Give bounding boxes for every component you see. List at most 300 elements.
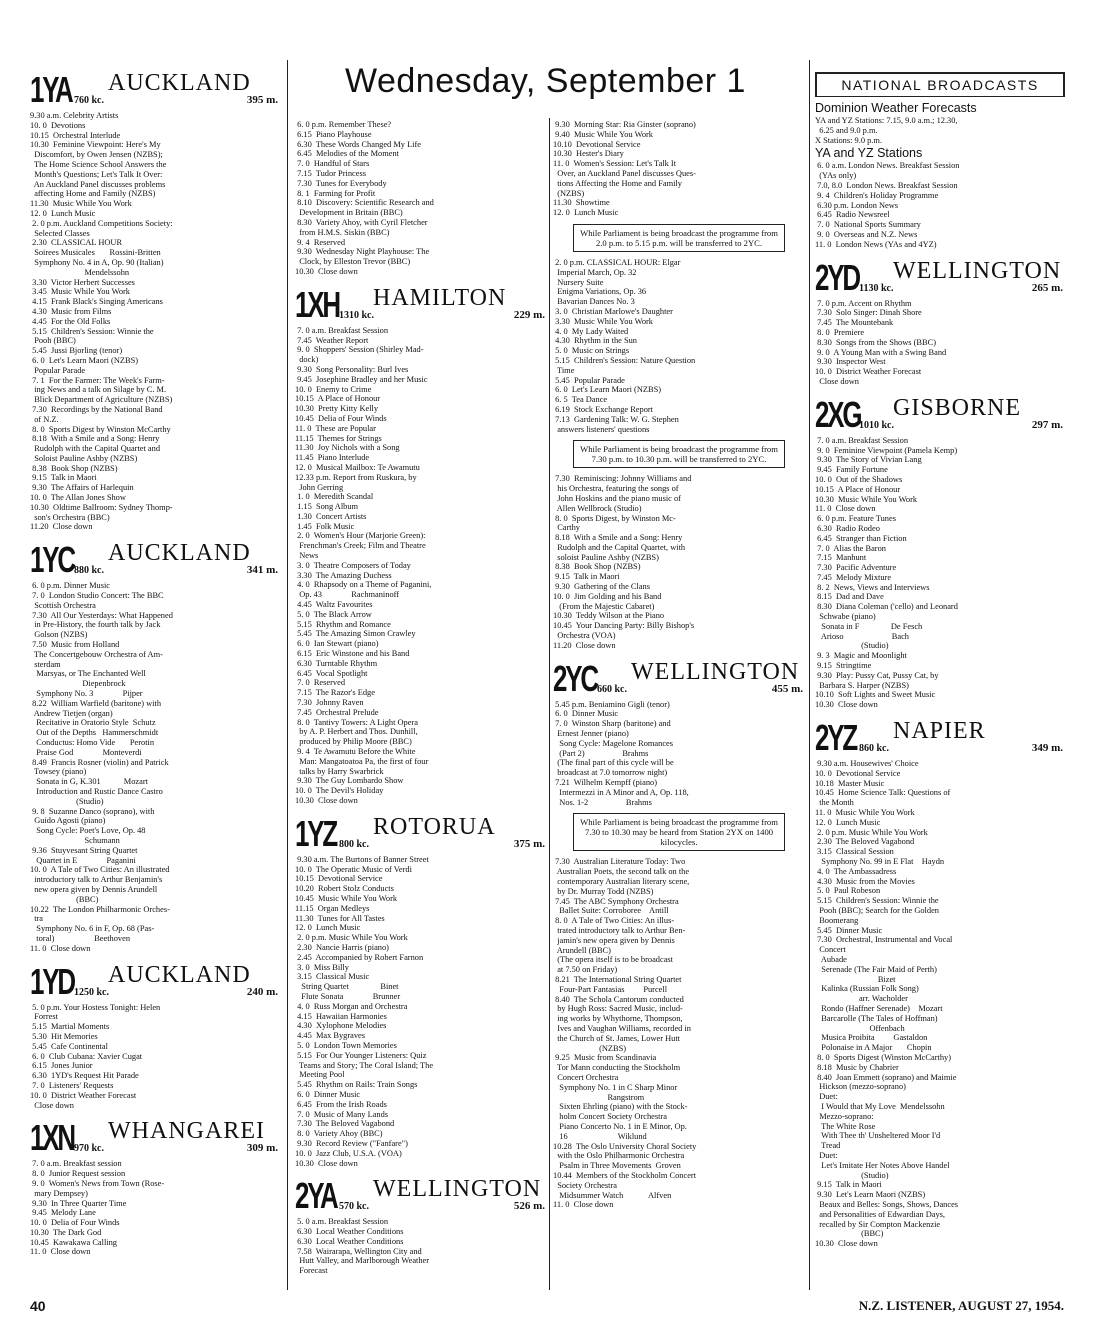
programme-line: 4.15 Frank Black's Singing Americans [30,297,163,307]
programme-line: 9.45 Josephine Bradley and her Music [295,374,428,384]
programme-line: 10.28 The Oslo University Choral Society [553,1141,697,1151]
programme-line: 10.22 The London Philharmonic Orches- [30,904,170,914]
station-heading [815,256,1065,296]
programme-line: 9.15 Stringtime [815,661,872,671]
programme-line: (From the Majestic Cabaret) [553,601,655,611]
station-wavelength: 341 m. [246,564,278,577]
programme-line: 10.15 Orchestral Interlude [30,130,121,140]
programme-line: 12. 0 Musical Mailbox: Te Awamutu [295,462,420,472]
programme-line: 4. 0 My Lady Waited [553,326,629,336]
programme-line: Tread [815,1141,841,1151]
programme-line: 6. 0 Dinner Music [295,1089,361,1099]
programme-line: 4.30 Music from Films [30,306,112,316]
programme-line: 3.15 Classical Music [295,972,370,982]
programme-line: answers listeners' questions [553,424,650,434]
programme-line: 7.30 Johnny Raven [295,698,364,708]
programme-line: 6.45 Vocal Spotlight [295,668,368,678]
programme-line: sterdam [30,659,61,669]
programme-line: 6. 0 Let's Learn Maori (NZBS) [30,355,139,365]
programme-line: 10.15 A Place of Honour [815,484,901,494]
programme-line: 7. 0 a.m. Breakfast Session [815,435,909,445]
programme-line: 2. 0 p.m. CLASSICAL HOUR: Elgar [553,257,681,267]
programme-line: 5.15 For Our Younger Listeners: Quiz [295,1050,427,1060]
programme-line: (The final part of this cycle will be [553,758,674,768]
programme-line: Time [553,365,575,375]
programme-line: 8. 0 Sports Digest, by Winston Mc- [553,513,676,523]
programme-line: Rudolph with the Capital Quartet and [30,444,161,454]
programme-line: 6.30 Local Weather Conditions [295,1227,404,1237]
programme-line: 11.15 Themes for Strings [295,433,382,443]
programme-line: Pooh (BBC) [30,336,76,346]
programme-line: 11. 0 Close down [30,943,91,953]
programme-line: 9.30 In Three Quarter Time [30,1198,127,1208]
programme-line: 5.30 Hit Memories [30,1031,98,1041]
notice-box: While Parliament is being broadcast the programme from 2.0 p.m. to 5.15 p.m. will be transferred to 2YC. [573,224,785,252]
programme-line: Concert Orchestra [553,1072,619,1082]
programme-line: 8. 2 News, Views and Interviews [815,582,930,592]
programme-line: Rondo (Haffner Serenade) Mozart [815,1003,943,1013]
station-city: ROTORUA [373,813,496,840]
station-city: AUCKLAND [108,961,251,988]
programme-line: 11.30 Tunes for All Tastes [295,913,385,923]
programme-line: 7. 0 Alias the Baron [815,543,886,553]
programme-line: 6. 0 a.m. London News. Breakfast Session [815,161,960,171]
programme-line: Intermezzi in A Minor and A, Op. 118, [553,787,689,797]
programme-line: 6. 0 p.m. Remember These? [295,120,392,129]
station-call-sign: 1YD [30,960,74,1002]
programme-line: 9.30 Let's Learn Maori (NZBS) [815,1190,926,1200]
programme-line: 10.30 Music While You Work [815,494,918,504]
programme-line: 10. 0 The Operatic Music of Verdi [295,864,412,874]
programme-line: Recitative in Oratorio Style Schutz [30,718,156,728]
station-call-sign: 1YZ [295,812,337,854]
programme-line: 8. 0 A Tale of Two Cities: An illus- [553,916,675,926]
programme-line: 2. 0 p.m. Music While You Work [295,933,408,943]
programme-line: 7.45 Melody Mixture [815,572,892,582]
station-call-sign: 2YA [295,1175,337,1217]
programme-line: (Studio) [815,641,889,651]
programme-line: 6.45 From the Irish Roads [295,1099,387,1109]
programme-line: 6.30 1YD's Request Hit Parade [30,1071,139,1081]
programme-line: Bavarian Dances No. 3 [553,297,635,307]
programme-line: 11. 0 Close down [815,504,876,514]
programme-line: 9.30 Play: Pussy Cat, Pussy Cat, by [815,670,939,680]
programme-line: Selected Classes [30,228,90,238]
programme-line: 11.20 Close down [553,640,616,650]
programme-line: 5.45 Jussi Bjorling (tenor) [30,346,123,356]
programme-line: Orchestra (VOA) [553,631,616,641]
station-frequency: 1310 kc. [339,309,374,321]
station-heading [295,812,547,852]
programme-line: with the Oslo Philharmonic Orchestra [553,1151,685,1161]
programme-line: trated introductory talk to Arthur Ben- [553,926,686,935]
programme-line: Midsummer Watch Alfven [553,1190,672,1200]
programme-line: 7.15 Tudor Princess [295,168,366,178]
programme-line: 4.45 Max Bygraves [295,1031,366,1041]
programme-line: 3.30 Music While You Work [553,316,653,326]
programme-line: 6.45 Radio Newsreel [815,210,890,220]
programme-line: 5.45 Dinner Music [815,925,883,935]
programme-line: 8. 0 Variety Ahoy (BBC) [295,1129,383,1139]
programme-line: 9.30 Record Review ("Fanfare") [295,1138,408,1148]
programme-line: 8.30 Songs from the Shows (BBC) [815,337,936,347]
programme-line: 8.40 Joan Emmett (soprano) and Maimie [815,1072,957,1082]
programme-line: 11.45 Piano Interlude [295,453,370,463]
programme-line: 7.45 The Mountebank [815,318,894,328]
programme-line: 7.15 Manhunt [815,553,867,563]
programme-line: 10. 0 Devotional Service [815,768,901,778]
programme-line: 3.30 Victor Herbert Successes [30,277,135,287]
programme-line: 9.25 Music from Scandinavia [553,1053,657,1063]
column-1 [30,62,280,1292]
programme-line: Sixten Ehrling (piano) with the Stock- [553,1102,688,1112]
programme-line: 5.45 Popular Parade [553,375,625,385]
page-date-heading: Wednesday, September 1 [345,62,746,100]
programme-line: 6.19 Stock Exchange Report [553,404,654,414]
programme-line: Forecast [295,1266,328,1276]
station-city: WHANGAREI [108,1118,265,1145]
station-city: WELLINGTON [893,257,1062,284]
programme-line: Song Cycle: Magelone Romances [553,738,674,748]
programme-line: 5.15 Children's Session: Nature Question [553,355,696,365]
programme-line: 1. 0 Meredith Scandal [295,492,374,502]
programme-line: 9.45 Family Fortune [815,465,888,475]
programme-line: 5.15 Children's Session: Winnie the [815,896,939,906]
programme-line: recalled by Sir Compton Mackenzie [815,1219,941,1229]
programme-line: 9.30 The Guy Lombardo Show [295,776,404,786]
station-frequency: 800 kc. [339,838,369,850]
programme-line: 5. 0 Music on Strings [553,346,630,356]
programme-line: Op. 43 Rachmaninoff [295,590,400,600]
programme-line: 8.40 The Schola Cantorum conducted [553,994,684,1004]
programme-line: 5.15 Martial Moments [30,1022,110,1032]
notice-box: While Parliament is being broadcast the programme from 7.30 to 10.30 may be heard from Station 2YX on 1400 kilocycles. [573,813,785,851]
programme-line: Mezzo-soprano: [815,1111,874,1121]
station-wavelength: 395 m. [246,94,278,106]
programme-line: Ballet Suite: Corroboree Antill [553,906,669,916]
programme-line: 10. 0 The Allan Jones Show [30,493,126,503]
programme-line: 4.45 For the Old Folks [30,316,111,326]
programme-line: 8.30 Diana Coleman ('cello) and Leonard [815,602,958,612]
programme-line: 7.30 Solo Singer: Dinah Shore [815,308,922,318]
programme-line: 7.30 All Our Yesterdays: What Happened [30,610,173,620]
programme-line: 4.45 Waltz Favourites [295,600,373,610]
programme-line: Hutt Valley, and Marlborough Weather [295,1256,430,1266]
programme-line: arr. Wacholder [815,994,908,1004]
programme-line: 9. 4 Children's Holiday Programme [815,190,939,200]
programme-line: 2. 0 Women's Hour (Marjorie Green): [295,531,426,541]
programme-line: (Part 2) Brahms [553,748,649,758]
programme-line: Schumann [30,835,120,845]
station-wavelength: 297 m. [1031,418,1063,431]
programme-line: 4.30 Rhythm in the Sun [553,336,637,346]
programme-line: 11.30 Music While You Work [30,199,132,209]
station-frequency: 660 kc. [597,683,627,695]
programme-line: 10.30 Oldtime Ballroom: Sydney Thomp- [30,502,173,512]
programme-line: 9. 3 Magic and Moonlight [815,651,907,661]
station-call-sign: 2YD [815,256,859,298]
programme-line: Blick Department of Agriculture (NZBS) [30,395,173,405]
programme-line: Andrew Tietjen (organ) [30,708,113,718]
programme-line: 10.45 Your Dancing Party: Billy Bishop's [553,621,695,631]
station-city: NAPIER [893,718,986,745]
programme-line: 10.10 Soft Lights and Sweet Music [815,690,936,700]
programme-line: 5. 0 p.m. Your Hostess Tonight: Helen [30,1002,161,1012]
programme-line: 9. 0 A Young Man with a Swing Band [815,347,947,357]
programme-line: 9.30 The Affairs of Harlequin [30,483,134,493]
programme-line: 6.30 p.m. London News [815,200,899,210]
programme-line: Rudolph and the Capital Quartet, with [553,542,686,552]
programme-line: (BBC) [30,894,99,904]
programme-line: 7. 0 Winston Sharp (baritone) and [553,719,671,729]
station-wavelength: 526 m. [513,1200,545,1213]
programme-line: 5.15 Children's Session: Winnie the [30,326,154,336]
programme-line: (YAs only) [815,171,857,181]
programme-line: Guido Agosti (piano) [30,816,106,826]
programme-line: 11.30 Joy Nichols with a Song [295,443,400,453]
column-2 [295,120,547,1290]
programme-line: (The opera itself is to be broadcast [553,955,673,965]
programme-line: 6.45 Stranger than Fiction [815,533,907,543]
programme-line: Symphony No. 99 in E Flat Haydn [815,857,945,867]
programme-line: String Quartet Binet [295,982,399,992]
station-frequency: 570 kc. [339,1201,369,1213]
section-subtitle: Dominion Weather Forecasts [815,101,977,115]
programme-line: at 7.50 on Friday) [553,965,618,975]
programme-line: 8.15 Dad and Dave [815,592,884,602]
programme-line: 10.10 Devotional Service [553,139,641,149]
programme-line: 10.15 Devotional Service [295,874,383,884]
programme-line: Out of the Depths Hammerschmidt [30,728,159,738]
column-4 [815,72,1065,1292]
programme-line: tions Affecting the Home and Family [553,178,682,188]
programme-line: Duet: [815,1150,838,1160]
station-heading [815,393,1065,433]
programme-line: 10. 0 District Weather Forecast [30,1090,137,1100]
station-call-sign: 1XN [30,1117,74,1159]
programme-line: 8. 0 Premiere [815,327,865,337]
programme-line: (NZBS) [553,188,585,198]
programme-line: of N.Z. [30,414,59,424]
programme-line: Month's Questions; Let's Talk It Over: [30,169,163,179]
programme-line: 9.30 Wednesday Night Playhouse: The [295,247,430,257]
station-frequency: 860 kc. [859,743,889,755]
programme-line: 7.58 Wairarapa, Wellington City and [295,1246,422,1256]
station-wavelength: 349 m. [1031,742,1063,755]
programme-line: 9. 0 Feminine Viewpoint (Pamela Kemp) [815,445,958,455]
programme-line: 4.30 Xylophone Melodies [295,1021,387,1031]
programme-line: The Concertgebouw Orchestra of Am- [30,649,163,659]
programme-line: 9. 8 Suzanne Danco (soprano), with [30,806,155,816]
programme-line: Teams and Story; The Coral Island; The [295,1060,434,1070]
station-frequency: 970 kc. [74,1143,104,1155]
programme-line: The Home Science School Answers the [30,159,167,169]
programme-line: 8.18 With a Smile and a Song: Henry [30,434,160,444]
programme-line: Enigma Variations, Op. 36 [553,287,647,297]
programme-line: 10. 0 Jazz Club, U.S.A. (VOA) [295,1148,402,1158]
programme-line: 2.30 The Beloved Vagabond [815,837,915,847]
station-wavelength: 240 m. [246,985,278,998]
column-3 [553,120,805,1290]
programme-line: 8. 0 Sports Digest by Winston McCarthy [30,424,171,434]
programme-line: Nos. 1-2 Brahms [553,797,652,807]
programme-line: 6.15 Jones Junior [30,1061,93,1071]
programme-line: 8. 1 Farming for Profit [295,188,376,198]
programme-line: 10.30 Hester's Diary [553,149,624,159]
station-heading [30,68,280,108]
programme-line: 9.45 Melody Lane [30,1208,96,1218]
programme-line: (BBC) [815,1229,884,1239]
programme-line: Barcarolle (The Tales of Hoffman) [815,1013,938,1023]
programme-line: I Would that My Love Mendelssohn [815,1101,945,1111]
programme-line: Hickson (mezzo-soprano) [815,1082,906,1092]
programme-line: 8.10 Discovery: Scientific Research and [295,198,434,208]
station-city: AUCKLAND [108,70,251,96]
programme-line: 4. 0 The Ambassadress [815,866,897,876]
programme-line: Piano Concerto No. 1 in E Minor, Op. [553,1121,687,1131]
programme-line: 6. 5 Tea Dance [553,395,608,405]
programme-line: 7. 0 p.m. Accent on Rhythm [815,298,912,308]
programme-line: Mendelssohn [30,267,130,277]
programme-line: 9.30 Gathering of the Clans [553,582,650,592]
programme-line: 7.45 The ABC Symphony Orchestra [553,896,679,906]
programme-line: 12. 0 Lunch Music [553,208,619,218]
programme-line: 3. 0 Christian Marlowe's Daughter [553,306,673,316]
programme-line: (NZBS) [553,1043,627,1053]
programme-line: 11.15 Organ Medleys [295,903,370,913]
programme-line: 10.30 Close down [295,1158,358,1168]
programme-line: (Studio) [815,1170,889,1180]
station-city: HAMILTON [373,284,507,311]
station-frequency: 880 kc. [74,565,104,577]
station-call-sign: 2XG [815,393,861,435]
programme-line: 7. 0 Handful of Stars [295,159,370,169]
programme-line: 7. 0 Reserved [295,678,346,688]
programme-line: Arundell (BBC) [553,945,611,955]
column-divider [287,60,288,1290]
programme-line: affecting Home and Family (NZBS) [30,189,156,199]
notice-box: While Parliament is being broadcast the programme from 7.30 p.m. to 10.30 p.m. will be transferred to 2YC. [573,440,785,468]
programme-line: Flute Sonata Brunner [295,991,401,1001]
programme-line: 4.15 Hawaiian Harmonies [295,1011,387,1021]
programme-line: 7.13 Gardening Talk: W. G. Stephen [553,414,679,424]
programme-line: 9. 0 Women's News from Town (Rose- [30,1178,165,1188]
programme-line: 5.45 Rhythm on Rails: Train Songs [295,1080,418,1090]
programme-line: 9.30 The Story of Vivian Lang [815,455,922,465]
station-call-sign: 1XH [295,283,339,325]
station-frequency: 760 kc. [74,95,104,106]
programme-line: 6.45 Melodies of the Moment [295,149,399,159]
programme-line: 8.30 Variety Ahoy, with Cyril Fletcher [295,217,428,227]
programme-line: 8.49 Francis Rosner (violin) and Patrick [30,757,169,767]
programme-line: 11.30 Showtime [553,198,610,208]
programme-line: 8.18 With a Smile and a Song: Henry [553,533,683,543]
programme-line: Towsey (piano) [30,767,87,777]
programme-line: Discomfort, by Owen Jensen (NZBS); [30,150,163,160]
programme-line: 9.40 Music While You Work [553,129,653,139]
programme-line: 2. 0 p.m. Auckland Competitions Society: [30,218,173,228]
programme-line: 8.38 Book Shop (NZBS) [30,463,118,473]
station-heading [30,1116,280,1159]
programme-line: 7.45 Orchestral Prelude [295,707,379,717]
programme-line: 6.30 Local Weather Conditions [295,1236,404,1246]
station-call-sign: 1YC [30,539,74,581]
programme-line: Musica Proibita Gastaldon [815,1033,928,1043]
programme-line: 7.30 The Beloved Vagabond [295,1119,395,1129]
programme-line: 10.45 Music While You Work [295,893,398,903]
programme-line: Marsyas, or The Enchanted Well [30,669,146,679]
programme-line: 6. 0 Club Cubana: Xavier Cugat [30,1051,143,1061]
programme-line: 11. 0 London News (YAs and 4YZ) [815,239,937,249]
station-city: WELLINGTON [631,658,800,685]
programme-line: Barbara S. Harper (NZBS) [815,680,909,690]
programme-line: 9.15 Talk in Maori [30,473,97,483]
programme-line: 10. 0 District Weather Forecast [815,367,922,377]
programme-line: 3. 0 Miss Billy [295,962,349,972]
programme-line: 9.30 a.m. Housewives' Choice [815,759,919,769]
station-heading [295,1174,547,1217]
programme-line: Man: Mangatoatoa Pa, the first of four [295,756,429,766]
programme-line: 6.30 These Words Changed My Life [295,139,422,149]
programme-line: 5.45 The Amazing Simon Crawley [295,629,416,639]
programme-line: Forrest [30,1012,58,1022]
programme-line: the Church of St. James, Lower Hutt [553,1033,680,1043]
programme-line: 11. 0 Music While You Work [815,808,915,818]
programme-line: 6.15 Piano Playhouse [295,129,372,139]
programme-line: the Month [815,798,854,808]
programme-line: Over, an Auckland Panel discusses Ques- [553,168,696,178]
programme-line: ing works by Whythorne, Thompson, [553,1014,683,1024]
station-wavelength: 265 m. [1031,281,1063,294]
programme-line: 7. 0 a.m. Breakfast Session [295,325,389,335]
programme-line: Four-Part Fantasias Purcell [553,984,668,994]
programme-line: 9.30 Song Personality: Burl Ives [295,364,409,374]
programme-line: 10.18 Master Music [815,778,885,788]
programme-line: soloist Pauline Ashby (NZBS) [553,552,659,562]
programme-line: 10.15 A Place of Honour [295,394,381,404]
programme-line: 8. 0 Tantivy Towers: A Light Opera [295,717,418,727]
programme-line: Symphony No. 4 in A, Op. 90 (Italian) [30,257,164,267]
programme-line: 2. 0 p.m. Music While You Work [815,827,928,837]
programme-line: 11.20 Close down [30,522,93,532]
programme-line: Meeting Pool [295,1070,345,1080]
programme-line: 4.30 Music from the Movies [815,876,915,886]
programme-line: Aubade [815,954,847,964]
station-call-sign: 2YZ [815,717,857,759]
programme-line: produced by Philip Moore (BBC) [295,737,412,747]
programme-line: 12. 0 Lunch Music [30,208,96,218]
programme-line: 10.30 Close down [295,796,358,805]
programme-line: 2.30 Nancie Harris (piano) [295,942,389,952]
programme-line: Symphony No. 6 in F, Op. 68 (Pas- [30,924,155,934]
programme-line: 10.30 Pretty Kitty Kelly [295,404,379,414]
programme-line: 12. 0 Lunch Music [295,923,361,933]
programme-line: 11. 0 These are Popular [295,423,376,433]
programme-line: 10. 0 Out of the Shadows [815,474,903,484]
programme-line: ing News and a talk on Silage by C. M. [30,385,167,395]
programme-line: 10.44 Members of the Stockholm Concert [553,1170,697,1180]
programme-line: Frenchman's Creek; Film and Theatre [295,541,426,551]
programme-line: 5.45 p.m. Beniamino Gigli (tenor) [553,699,670,709]
programme-line: 6. 0 Let's Learn Maori (NZBS) [553,385,662,395]
programme-line: by A. P. Herbert and Thos. Dunhill, [295,727,418,737]
programme-line: 9. 4 Reserved [295,237,346,247]
programme-line: 2.30 CLASSICAL HOUR [30,238,123,248]
station-city: AUCKLAND [108,540,251,567]
programme-line: 8.18 Music by Chabrier [815,1062,899,1072]
programme-line: 8.21 The International String Quartet [553,974,682,984]
programme-line: 1.15 Song Album [295,502,359,512]
